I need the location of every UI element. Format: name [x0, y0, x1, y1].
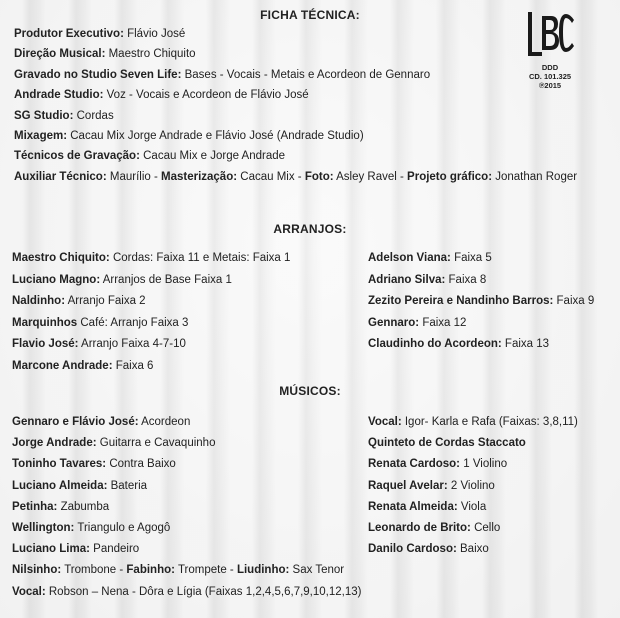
credit-role: Gennaro:: [368, 316, 420, 329]
credit-value: Faixa 8: [445, 273, 487, 286]
credit-role: Projeto gráfico:: [407, 170, 493, 183]
credit-line: [368, 500, 486, 514]
credit-value: Asley Ravel -: [333, 170, 408, 183]
credit-role: Produtor Executivo:: [14, 28, 124, 40]
credit-line: [368, 273, 486, 287]
credit-line: [12, 521, 170, 535]
credit-line: [368, 521, 500, 535]
credit-value: Cordas: Faixa 11 e Metais: Faixa 1: [109, 252, 291, 264]
credit-line: [14, 27, 185, 41]
credit-value: Guitarra e Cavaquinho: [96, 437, 216, 450]
credit-role: Raquel Avelar:: [368, 479, 448, 492]
credit-role: Luciano Magno:: [12, 273, 101, 286]
credit-role: Jorge Andrade:: [12, 437, 97, 450]
credit-line: [12, 585, 361, 599]
credit-line: [12, 337, 186, 351]
credit-line: [14, 109, 114, 123]
credit-line: [368, 479, 495, 493]
credit-value: Faixa 13: [501, 338, 550, 350]
credit-role: Claudinho do Acordeon:: [368, 338, 502, 350]
credit-role: Mixagem:: [14, 130, 68, 142]
credit-line: [368, 436, 526, 450]
credit-role: Renata Cardoso:: [368, 458, 461, 471]
credit-value: Flávio José: [123, 28, 186, 40]
credit-value: Acordeon: [138, 416, 191, 428]
credit-value: Zabumba: [57, 500, 110, 513]
credit-role: Petinha:: [12, 500, 58, 513]
credit-line: [12, 415, 190, 429]
credit-value: Cello: [470, 522, 501, 534]
credit-role: Liudinho:: [236, 564, 290, 577]
credit-value: Pandeiro: [89, 543, 140, 556]
credit-value: Igor- Karla e Rafa (Faixas: 3,8,11): [401, 416, 578, 428]
credit-value: 2 Violino: [447, 479, 495, 492]
credit-role: Zezito Pereira e Nandinho Barros:: [368, 295, 554, 307]
credit-role: Direção Musical:: [14, 48, 106, 61]
credit-line: [12, 479, 147, 493]
credit-role: Marquinhos: [12, 316, 78, 329]
credit-value: Bateria: [107, 479, 148, 492]
credit-value: Cacau Mix Jorge Andrade e Flávio José (Andrade Studio): [67, 130, 364, 142]
credit-role: Naldinho:: [12, 295, 66, 307]
credit-line: [368, 251, 492, 265]
credit-line: [12, 563, 344, 577]
credit-value: Cacau Mix e Jorge Andrade: [139, 150, 286, 163]
credit-role: Foto:: [304, 170, 334, 183]
credit-line: [14, 170, 577, 184]
credit-role: Nilsinho:: [12, 564, 62, 577]
credit-value: Viola: [457, 500, 487, 513]
credit-line: [14, 88, 309, 102]
credit-value: Arranjo Faixa 4-7-10: [78, 338, 186, 350]
credit-line: [368, 316, 466, 330]
credit-role: Luciano Lima:: [12, 543, 90, 556]
credit-role: SG Studio:: [14, 109, 74, 122]
credit-value: Robson – Nena - Dôra e Lígia (Faixas 1,2,4,5,6,7,9,10,12,13): [45, 585, 362, 598]
credit-value: Baixo: [456, 543, 489, 556]
credit-line: [12, 359, 153, 373]
credit-line: [12, 542, 139, 556]
credit-role: Quinteto de Cordas Staccato: [368, 437, 526, 450]
credit-line: [14, 68, 430, 82]
credit-value: Sax Tenor: [289, 564, 345, 577]
credit-role: Wellington:: [12, 522, 75, 534]
credit-value: Faixa 9: [553, 295, 595, 307]
credit-value: Arranjos de Base Faixa 1: [100, 273, 232, 286]
credit-line: [12, 500, 109, 514]
credit-line: [12, 436, 215, 450]
credit-line: [368, 337, 549, 351]
credit-value: 1 Violino: [460, 458, 508, 471]
credit-role: Flavio José:: [12, 338, 79, 350]
credit-value: Triangulo e Agogô: [74, 522, 171, 534]
stamp-ddd: DDD: [541, 63, 559, 72]
credit-line: [368, 457, 507, 471]
credit-value: Faixa 12: [419, 316, 467, 329]
credit-role: Técnicos de Gravação:: [14, 150, 140, 163]
credit-value: Contra Baixo: [106, 458, 176, 471]
credit-line: [12, 457, 176, 471]
credit-value: Faixa 6: [112, 359, 154, 372]
credit-value: Voz - Vocais e Acordeon de Flávio José: [103, 89, 309, 102]
credit-role: Luciano Almeida:: [12, 479, 108, 492]
credit-role: Maestro Chiquito:: [12, 252, 110, 264]
credit-role: Adriano Silva:: [368, 273, 446, 286]
credit-line: [14, 149, 285, 163]
credit-value: Bases - Vocais - Metais e Acordeon de Gennaro: [181, 68, 431, 81]
credit-role: Marcone Andrade:: [12, 359, 113, 372]
credit-role: Vocal:: [368, 416, 402, 428]
credit-value: Trombone -: [61, 564, 127, 577]
credit-role: Auxiliar Técnico:: [14, 170, 107, 183]
credit-role: Toninho Tavares:: [12, 458, 107, 471]
credit-line: [368, 294, 594, 308]
credit-line: [12, 273, 232, 287]
credit-role: Fabinho:: [126, 564, 175, 577]
credit-role: Adelson Viana:: [368, 252, 451, 264]
stamp-catalog-number: CD. 101.325: [528, 72, 572, 81]
musicos-heading: MÚSICOS:: [279, 384, 341, 398]
credit-value: Maurílio -: [106, 170, 161, 183]
credit-value: Faixa 5: [450, 252, 492, 264]
credit-line: [12, 251, 290, 265]
credit-role: Masterização:: [161, 170, 238, 183]
credit-value: Jonathan Roger: [492, 170, 578, 183]
credit-role: Andrade Studio:: [14, 89, 104, 102]
credit-line: [14, 47, 196, 61]
credit-role: Leonardo de Brito:: [368, 522, 471, 534]
credit-role: Danilo Cardoso:: [368, 543, 457, 556]
credit-line: [12, 316, 188, 330]
credit-role: Gennaro e Flávio José:: [12, 416, 139, 428]
credit-value: Arranjo Faixa 2: [65, 295, 146, 307]
credit-value: Cacau Mix -: [237, 170, 305, 183]
credit-value: Maestro Chiquito: [105, 48, 196, 61]
credit-role: Renata Almeida:: [368, 500, 458, 513]
credit-line: [14, 129, 364, 143]
credit-value: Cordas: [73, 109, 114, 122]
credit-line: [12, 294, 146, 308]
credit-value: Trompete -: [174, 564, 237, 577]
credit-role: Vocal:: [12, 585, 46, 598]
credit-role: Gravado no Studio Seven Life:: [14, 68, 182, 81]
credit-value: Café: Arranjo Faixa 3: [77, 316, 189, 329]
credit-line: [368, 415, 578, 429]
credit-line: [368, 542, 489, 556]
arranjos-heading: ARRANJOS:: [273, 222, 347, 236]
stamp-year: ℗2015: [538, 81, 562, 90]
ficha-tecnica-heading: FICHA TÉCNICA:: [260, 8, 360, 22]
catalog-stamp: [522, 63, 578, 90]
